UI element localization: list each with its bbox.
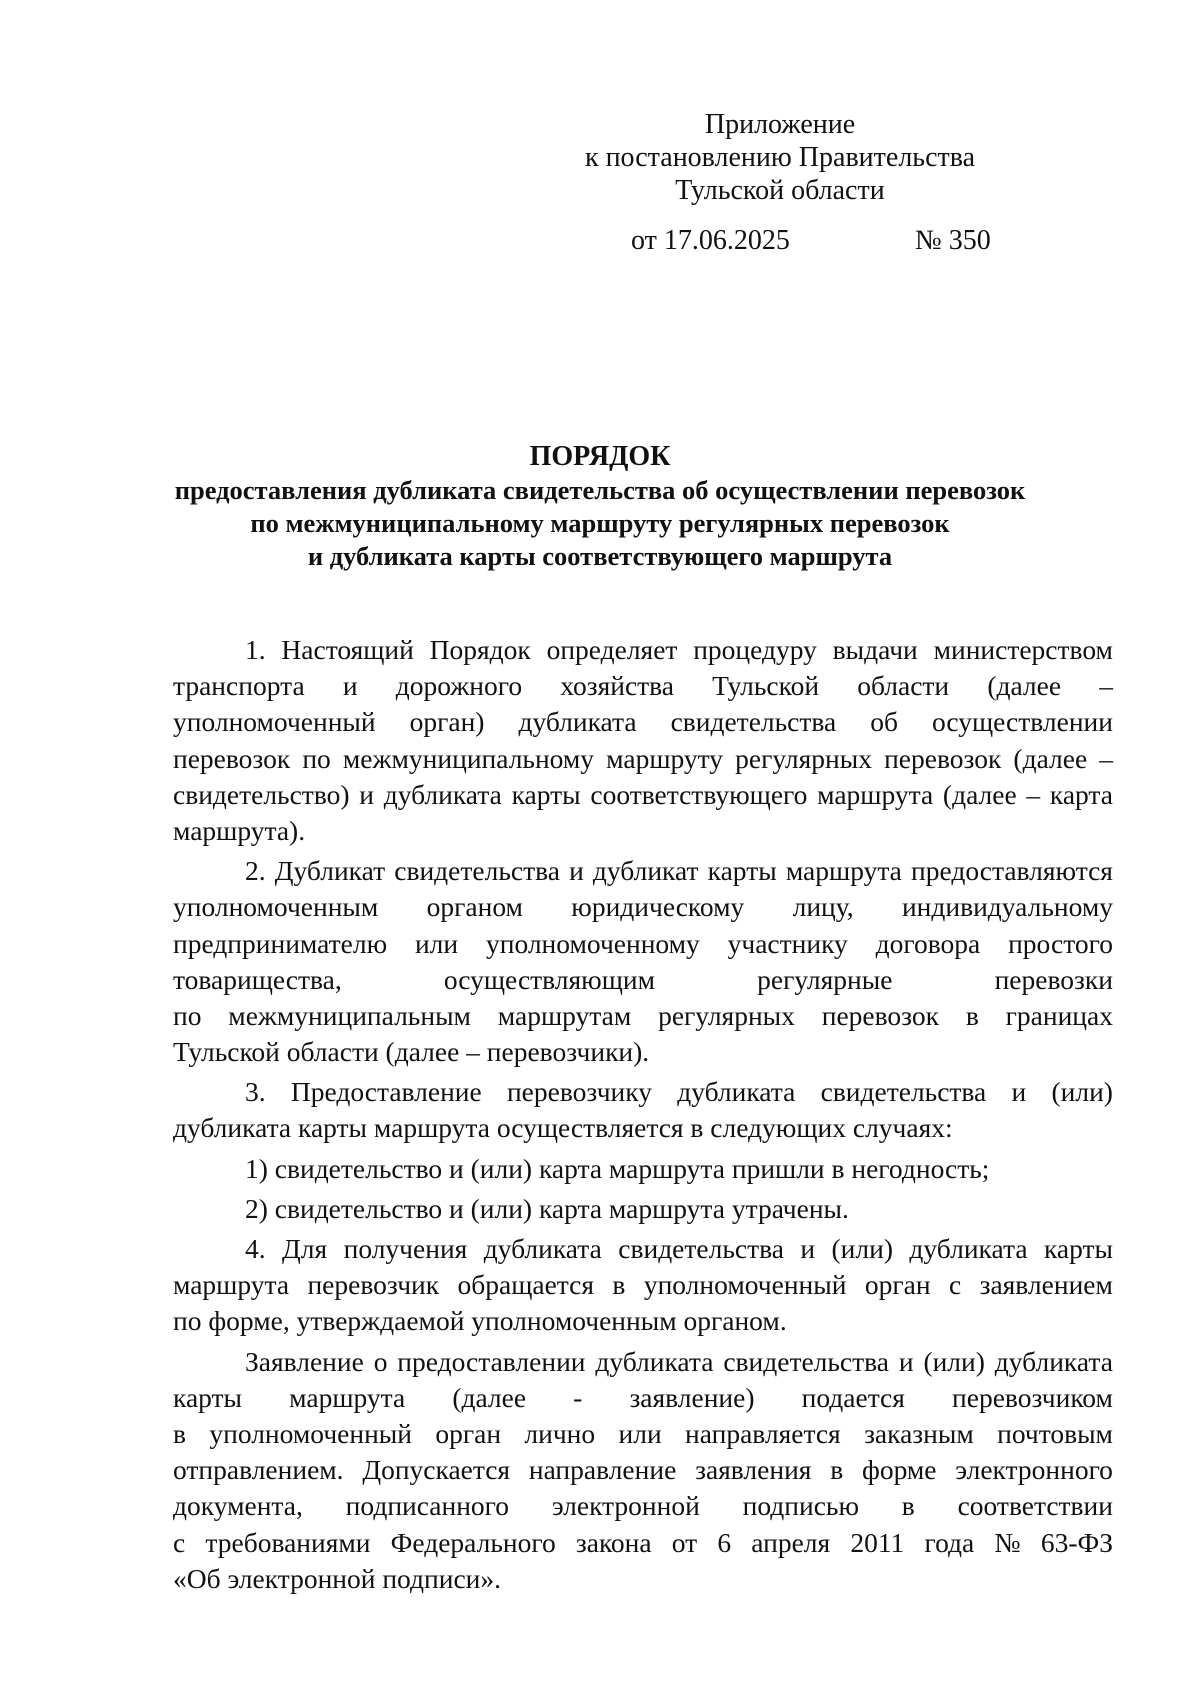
- word: заявление): [629, 1381, 755, 1413]
- word: свидетельства: [618, 1233, 784, 1264]
- word: министерством: [933, 634, 1113, 665]
- word: Тульской: [712, 670, 820, 702]
- word: или: [618, 1417, 662, 1449]
- word: электронного: [955, 1454, 1113, 1486]
- word: –: [1099, 670, 1113, 702]
- word: межмуниципальному: [342, 742, 595, 774]
- title-line: предоставления дубликата свидетельства об осуществлении перевозок: [174, 475, 1026, 505]
- title-main: ПОРЯДОК: [529, 441, 671, 472]
- text-line: дубликата карты маршрута осуществляется в следующих случаях:: [173, 1112, 953, 1144]
- word: области: [857, 670, 950, 702]
- word: дубликата: [483, 1233, 602, 1264]
- word: дубликата: [383, 778, 502, 810]
- word: регулярных: [658, 999, 795, 1031]
- word: перевозок: [821, 999, 939, 1031]
- word: уполномоченным: [173, 891, 379, 923]
- word: органом: [426, 891, 523, 923]
- word: дубликата: [994, 1345, 1113, 1377]
- word: об: [870, 706, 898, 738]
- word: обращается: [457, 1269, 595, 1301]
- word: электронной: [551, 1490, 700, 1522]
- word: перевозок: [884, 742, 1002, 774]
- word: предоставлении: [397, 1345, 586, 1377]
- word: дубликата: [909, 1233, 1028, 1264]
- word: 63-ФЗ: [1040, 1526, 1113, 1558]
- word: –: [1026, 778, 1041, 810]
- word: карты: [511, 778, 581, 810]
- word: уполномоченному: [485, 927, 700, 959]
- word: свидетельство): [173, 778, 350, 810]
- word: маршрута: [785, 855, 902, 887]
- text-line: [173, 853, 1113, 889]
- word: (далее: [987, 670, 1062, 702]
- text-line: [173, 704, 1113, 740]
- text-line: [173, 777, 1113, 813]
- word: предоставляются: [911, 855, 1113, 887]
- word: года: [924, 1526, 975, 1558]
- word: Заявление: [245, 1345, 364, 1377]
- word: орган): [409, 706, 485, 738]
- word: лично: [524, 1417, 596, 1449]
- word: требованиями: [205, 1526, 371, 1558]
- word: свидетельства: [394, 855, 560, 887]
- word: заказным: [864, 1417, 974, 1449]
- word: Порядок: [429, 634, 531, 665]
- word: межмуниципальным: [228, 999, 471, 1031]
- word: (далее: [452, 1381, 527, 1413]
- list-item-1: 1) свидетельство и (или) карта маршрута пришли в негодность;: [245, 1152, 990, 1184]
- document-body: [173, 632, 1113, 1597]
- word: почтовым: [997, 1417, 1113, 1449]
- word: Настоящий: [281, 634, 414, 665]
- word: дубликата: [518, 706, 637, 738]
- annex-label: Приложение: [704, 109, 856, 140]
- text-line: по форме, утверждаемой уполномоченным органом.: [173, 1305, 787, 1337]
- word: заявлением: [979, 1269, 1113, 1301]
- word: индивидуальному: [901, 891, 1113, 923]
- word: 2011: [850, 1526, 905, 1558]
- word: уполномоченный: [173, 706, 376, 738]
- word: 1.: [245, 634, 266, 665]
- word: определяет: [546, 634, 678, 665]
- word: хозяйства: [560, 670, 674, 702]
- word: заявления: [695, 1454, 812, 1486]
- word: маршрута: [817, 778, 934, 810]
- word: 6: [717, 1526, 732, 1558]
- text-line: [173, 632, 1113, 668]
- word: подается: [801, 1381, 905, 1413]
- list-item-2: 2) свидетельство и (или) карта маршрута утрачены.: [245, 1192, 849, 1224]
- word: направляется: [685, 1417, 841, 1449]
- word: Для: [282, 1233, 328, 1264]
- paragraph-3: [173, 1074, 1113, 1146]
- word: подписью: [742, 1490, 860, 1522]
- paragraph-4: [173, 1231, 1113, 1340]
- word: с: [948, 1269, 962, 1301]
- word: или: [414, 927, 459, 959]
- word: орган: [864, 1269, 931, 1301]
- word: юридическому: [571, 891, 745, 923]
- word: свидетельства: [820, 1076, 987, 1108]
- word: от: [671, 1526, 698, 1558]
- word: с: [173, 1526, 186, 1558]
- word: договора: [875, 927, 981, 959]
- text-line: [173, 1525, 1113, 1561]
- text-line: [173, 1452, 1113, 1488]
- document-title: [130, 440, 1070, 573]
- word: апреля: [751, 1526, 831, 1558]
- word: в: [901, 1490, 915, 1522]
- text-line: [173, 1416, 1113, 1452]
- text-line: Тульской области (далее – перевозчики).: [173, 1036, 650, 1068]
- word: в: [612, 1269, 626, 1301]
- word: участнику: [727, 927, 848, 959]
- word: регулярные: [757, 963, 893, 995]
- word: и: [1011, 1076, 1027, 1108]
- word: перевозок: [173, 742, 291, 774]
- text-line: [173, 1231, 1113, 1267]
- paragraph-1: [173, 632, 1113, 849]
- word: товарищества,: [173, 963, 342, 995]
- word: (далее: [942, 778, 1017, 810]
- word: и: [898, 1345, 914, 1377]
- word: перевозки: [994, 963, 1113, 995]
- word: Предоставление: [290, 1076, 482, 1108]
- text-line: [173, 1380, 1113, 1416]
- word: соответствующего: [590, 778, 808, 810]
- word: орган: [435, 1417, 502, 1449]
- word: выдачи: [832, 634, 918, 665]
- word: уполномоченный: [209, 1417, 412, 1449]
- word: перевозчиком: [952, 1381, 1113, 1413]
- text-line: [173, 1074, 1113, 1110]
- word: свидетельства: [723, 1345, 889, 1377]
- text-line: [173, 741, 1113, 777]
- document-date: от 17.06.2025: [631, 225, 790, 256]
- word: и: [342, 670, 358, 702]
- word: закона: [575, 1526, 652, 1558]
- text-line: [173, 998, 1113, 1034]
- word: №: [994, 1526, 1021, 1558]
- word: границах: [1005, 999, 1113, 1031]
- word: осуществляющим: [443, 963, 655, 995]
- word: отправлением.: [173, 1454, 344, 1486]
- text-line: [173, 1488, 1113, 1524]
- word: маршрута: [173, 1269, 290, 1301]
- text-line: [173, 668, 1113, 704]
- word: и: [800, 1233, 816, 1264]
- word: (или): [831, 1233, 893, 1264]
- word: лицу,: [792, 891, 854, 923]
- word: Допускается: [362, 1454, 511, 1486]
- word: Дубликат: [274, 855, 386, 887]
- word: в: [965, 999, 979, 1031]
- word: дубликата: [677, 1076, 796, 1108]
- text-line: [173, 1267, 1113, 1303]
- word: маршруту: [606, 742, 724, 774]
- word: по: [302, 742, 331, 774]
- annex-header: [580, 108, 980, 207]
- word: в: [830, 1454, 844, 1486]
- word: и: [569, 855, 584, 887]
- word: карты: [1043, 1233, 1113, 1264]
- word: (далее: [1013, 742, 1088, 774]
- word: предпринимателю: [173, 927, 388, 959]
- title-line: и дубликата карты соответствующего маршрута: [307, 541, 893, 571]
- word: форме: [862, 1454, 937, 1486]
- title-line: по межмуниципальному маршруту регулярных перевозок: [250, 508, 950, 538]
- word: уполномоченный: [643, 1269, 847, 1301]
- word: Федерального: [390, 1526, 556, 1558]
- word: в: [173, 1417, 186, 1449]
- word: направление: [528, 1454, 677, 1486]
- word: о: [373, 1345, 388, 1377]
- word: перевозчику: [506, 1076, 652, 1108]
- word: (или): [923, 1345, 985, 1377]
- word: дубликат: [592, 855, 699, 887]
- word: карты: [173, 1381, 243, 1413]
- word: 3.: [245, 1076, 266, 1108]
- word: 2.: [245, 855, 266, 887]
- text-line: маршрута).: [173, 814, 306, 846]
- word: карта: [1049, 778, 1113, 810]
- text-line: [173, 889, 1113, 925]
- word: карты: [707, 855, 777, 887]
- text-line: [173, 1344, 1113, 1380]
- word: дубликата: [595, 1345, 714, 1377]
- paragraph-2: [173, 853, 1113, 1070]
- text-line: [173, 926, 1113, 962]
- word: маршрутам: [497, 999, 632, 1031]
- word: подписанного: [345, 1490, 510, 1522]
- word: и: [359, 778, 374, 810]
- word: 4.: [245, 1233, 266, 1264]
- word: маршрута: [289, 1381, 406, 1413]
- word: получения: [343, 1233, 468, 1264]
- word: регулярных: [735, 742, 872, 774]
- document-number: № 350: [915, 225, 991, 256]
- annex-reference: к постановлению Правительства: [584, 142, 976, 173]
- word: транспорта: [173, 670, 305, 702]
- word: -: [573, 1381, 583, 1413]
- word: процедуру: [693, 634, 817, 665]
- word: –: [1099, 742, 1113, 774]
- word: по: [173, 999, 202, 1031]
- text-line: «Об электронной подписи».: [173, 1562, 501, 1594]
- word: соответствии: [957, 1490, 1113, 1522]
- word: (или): [1051, 1076, 1113, 1108]
- word: простого: [1008, 927, 1113, 959]
- text-line: [173, 962, 1113, 998]
- word: свидетельства: [670, 706, 837, 738]
- word: перевозчик: [307, 1269, 440, 1301]
- annex-region: Тульской области: [675, 175, 885, 206]
- word: осуществлении: [931, 706, 1113, 738]
- word: дорожного: [395, 670, 523, 702]
- paragraph-5: [173, 1344, 1113, 1597]
- word: документа,: [173, 1490, 303, 1522]
